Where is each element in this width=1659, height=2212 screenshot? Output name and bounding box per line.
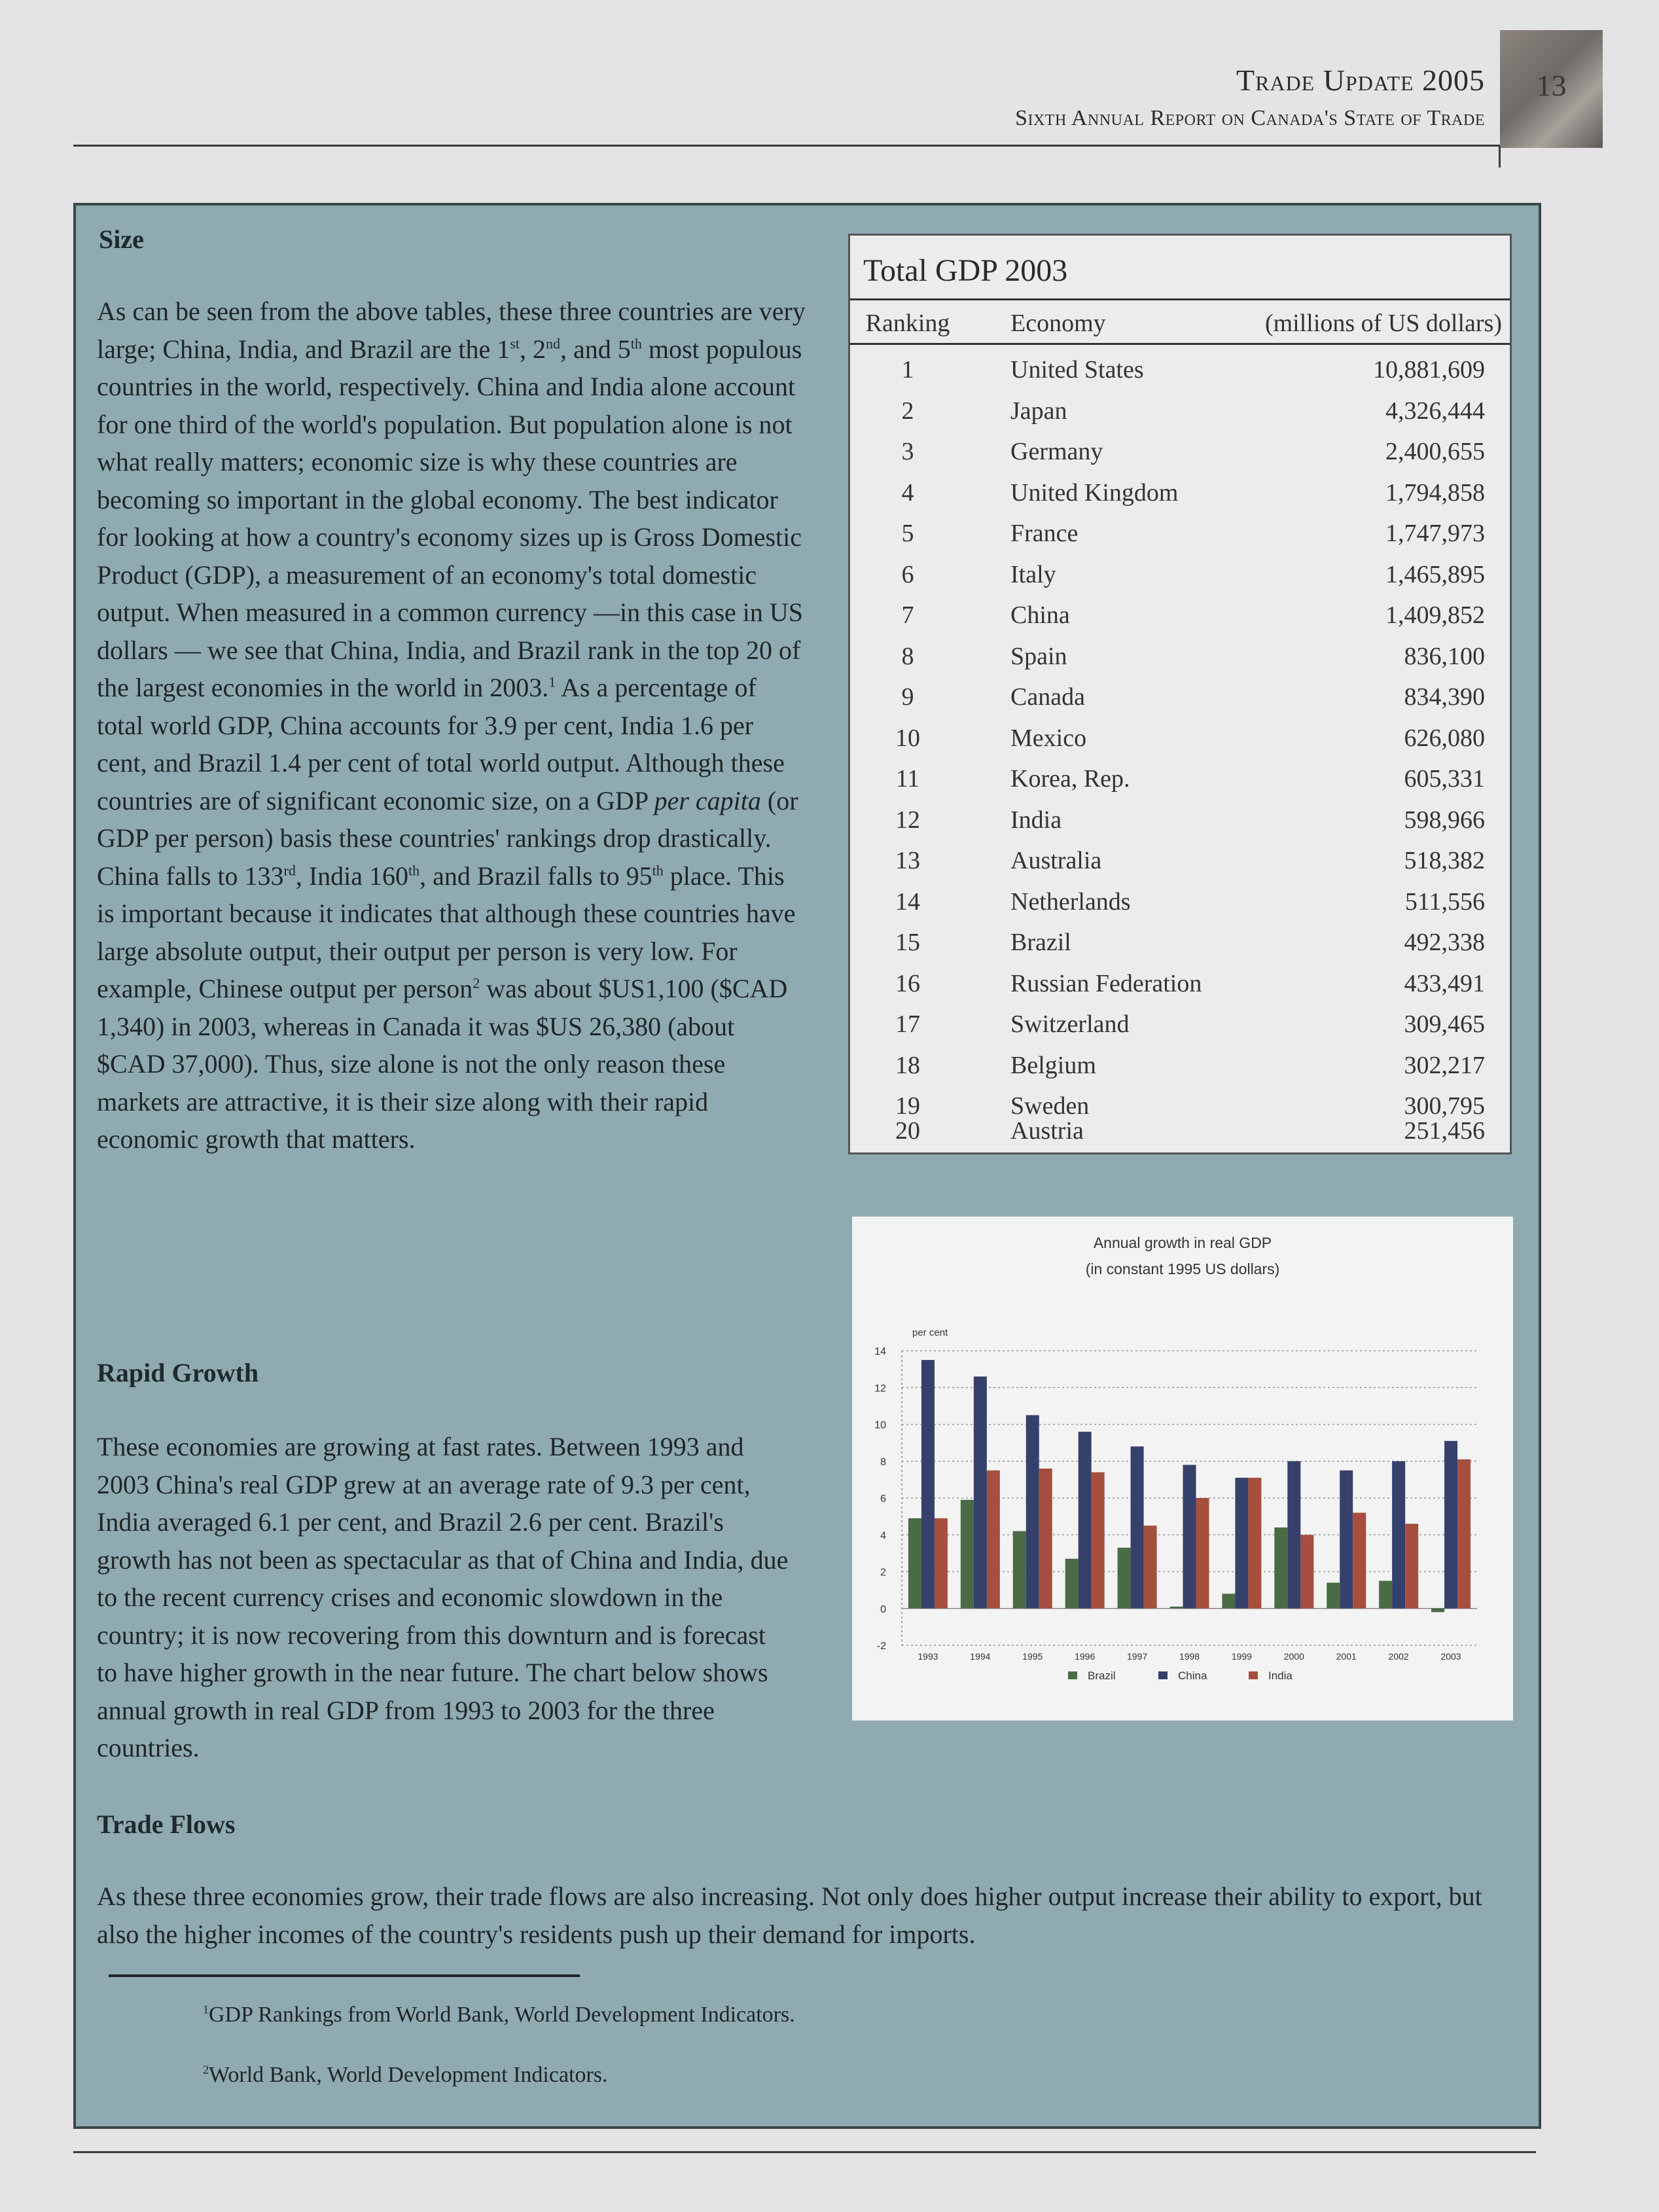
- size-text-3: , and 5: [560, 334, 631, 364]
- size-sup-7: th: [652, 862, 664, 879]
- bar-brazil-2003: [1431, 1609, 1444, 1613]
- header-subtitle: Sixth Annual Report on Canada's State of Trade: [1015, 106, 1485, 130]
- economy-cell: Japan: [1010, 397, 1067, 425]
- rank-cell: 1: [901, 356, 914, 384]
- size-text-8: , and Brazil falls to 95: [419, 861, 652, 891]
- rank-cell: 20: [895, 1117, 920, 1145]
- size-text-4: most populous countries in the world, respectively. China and India alone account for one third of the world's population. But population alone is not what really matters; economic size is why these countries are becoming so important in the global economy. The best indicator for looking at how a country's economy sizes up is Gross Domestic Product (GDP), a measurement of an economy's total domestic output. When measured in a common currency —in this case in US dollars — we see that China, India, and Brazil rank in the top 20 of the largest economies in the world in 2003.: [97, 334, 804, 702]
- growth-heading: Rapid Growth: [97, 1358, 259, 1387]
- value-cell: 2,400,655: [1385, 438, 1485, 465]
- table-row: [850, 923, 1510, 964]
- footnote-1-marker: 1: [203, 2003, 209, 2016]
- trade-heading: Trade Flows: [97, 1810, 236, 1839]
- size-text-6: (or GDP per person) basis these countries' rankings drop drastically. China falls to 133: [97, 785, 798, 891]
- table-row: [850, 514, 1510, 555]
- economy-cell: Netherlands: [1010, 887, 1131, 916]
- bar-india-1996: [1092, 1472, 1105, 1609]
- chart-canvas: [852, 1217, 1513, 1721]
- size-text-1: As can be seen from the above tables, these three countries are very large; China, India, and Brazil are the 1: [97, 296, 806, 364]
- legend-swatch-brazil: [1068, 1671, 1077, 1679]
- bar-india-2001: [1353, 1513, 1366, 1609]
- value-cell: 598,966: [1404, 806, 1485, 834]
- table-row: [850, 391, 1510, 433]
- y-tick-label: 0: [880, 1603, 886, 1615]
- x-tick-label: 2002: [1388, 1651, 1409, 1662]
- size-heading: Size: [99, 224, 144, 254]
- table-row: [850, 759, 1510, 800]
- y-tick-label: 8: [880, 1456, 886, 1468]
- economy-cell: Brazil: [1010, 929, 1071, 956]
- rank-cell: 8: [901, 642, 914, 670]
- x-tick-label: 1997: [1127, 1651, 1148, 1662]
- legend-label-brazil: Brazil: [1088, 1669, 1116, 1682]
- header-rule: [73, 145, 1500, 147]
- bar-brazil-1993: [908, 1518, 921, 1609]
- legend-swatch-india: [1249, 1671, 1258, 1679]
- footnote-ref-2: 2: [473, 974, 480, 991]
- bar-india-2002: [1405, 1524, 1418, 1608]
- bar-india-2000: [1300, 1535, 1313, 1609]
- economy-cell: Mexico: [1010, 724, 1087, 752]
- rank-cell: 7: [901, 601, 914, 629]
- value-cell: 836,100: [1404, 642, 1485, 670]
- trade-paragraph: As these three economies grow, their trade flows are also increasing. Not only does higher output increase their ability to export, but also the higher incomes of the country's residents push up their demand for imports.: [97, 1882, 1482, 1949]
- bar-china-2001: [1340, 1471, 1353, 1609]
- x-tick-label: 2001: [1336, 1651, 1357, 1662]
- rank-cell: 13: [895, 847, 920, 874]
- value-cell: 302,217: [1404, 1051, 1485, 1079]
- page-number-tab: [1500, 30, 1603, 148]
- bar-india-1994: [987, 1471, 1000, 1609]
- rank-cell: 12: [895, 806, 920, 834]
- y-axis-ticks: [874, 1346, 886, 1652]
- tab-stem-rule: [1499, 147, 1501, 168]
- bar-brazil-2000: [1274, 1527, 1287, 1609]
- size-text-5: As a percentage of total world GDP, China accounts for 3.9 per cent, India 1.6 per cent, and Brazil 1.4 per cent of total world output. Although these countries are of significant economic size, on a GDP: [97, 673, 785, 815]
- bar-china-1999: [1235, 1478, 1248, 1609]
- rank-cell: 14: [895, 887, 920, 916]
- table-rule-header: [850, 343, 1510, 345]
- y-tick-label: 12: [874, 1383, 886, 1395]
- content-panel: [73, 203, 1541, 2129]
- bar-brazil-2002: [1379, 1581, 1392, 1609]
- rank-cell: 15: [895, 929, 920, 956]
- x-tick-label: 1995: [1022, 1651, 1043, 1662]
- x-tick-label: 1993: [918, 1651, 938, 1662]
- economy-cell: Canada: [1010, 683, 1085, 711]
- page-number: 13: [1536, 69, 1567, 102]
- bar-china-1993: [921, 1360, 935, 1609]
- bar-brazil-1999: [1222, 1594, 1235, 1609]
- table-row: [850, 432, 1510, 473]
- size-paragraph: [97, 293, 807, 1158]
- size-sup-2: nd: [545, 335, 560, 352]
- x-tick-label: 1994: [970, 1651, 991, 1662]
- rank-cell: 17: [895, 1010, 920, 1038]
- rank-cell: 3: [901, 438, 914, 465]
- growth-paragraph: These economies are growing at fast rates. Between 1993 and 2003 China's real GDP grew at an average rate of 9.3 per cent, India averaged 6.1 per cent, and Brazil 2.6 per cent. Brazil's growth has not been as spectacular as that of China and India, due to the recent currency crises and economic slowdown in the country; it is now recovering from this downturn and is forecast to have higher growth in the near future. The chart below shows annual growth in real GDP from 1993 to 2003 for the three countries.: [97, 1432, 789, 1762]
- rank-cell: 9: [901, 683, 914, 711]
- bars: [908, 1360, 1471, 1612]
- gdp-table-title: Total GDP 2003: [863, 253, 1068, 288]
- x-tick-label: 1999: [1231, 1651, 1252, 1662]
- rank-cell: 6: [901, 560, 914, 588]
- chart-subtitle: (in constant 1995 US dollars): [1085, 1260, 1280, 1277]
- bar-brazil-1994: [961, 1500, 974, 1609]
- legend-label-china: China: [1178, 1669, 1207, 1682]
- economy-cell: Austria: [1010, 1117, 1084, 1145]
- bar-india-1997: [1144, 1525, 1157, 1609]
- rank-cell: 10: [895, 724, 920, 752]
- rank-cell: 19: [895, 1092, 920, 1120]
- rank-cell: 5: [901, 520, 914, 547]
- bar-china-1995: [1026, 1415, 1039, 1608]
- bar-china-1996: [1079, 1432, 1092, 1609]
- value-cell: 300,795: [1404, 1092, 1485, 1120]
- x-tick-label: 1996: [1075, 1651, 1096, 1662]
- x-tick-label: 1998: [1179, 1651, 1200, 1662]
- chart-legend: [1068, 1669, 1293, 1682]
- economy-cell: Korea, Rep.: [1010, 765, 1130, 793]
- value-cell: 1,465,895: [1385, 560, 1485, 588]
- value-cell: 518,382: [1404, 847, 1485, 874]
- bar-brazil-1996: [1065, 1559, 1079, 1609]
- y-axis-label: per cent: [912, 1327, 948, 1338]
- rank-cell: 4: [901, 478, 914, 507]
- y-tick-label: -2: [876, 1641, 886, 1652]
- size-sup-3: th: [630, 335, 642, 352]
- value-cell: 4,326,444: [1385, 397, 1485, 425]
- size-sup-5: rd: [283, 862, 296, 879]
- header-value: (millions of US dollars): [1264, 310, 1502, 337]
- value-cell: 10,881,609: [1373, 356, 1485, 384]
- x-tick-label: 2000: [1283, 1651, 1304, 1662]
- value-cell: 626,080: [1404, 724, 1485, 752]
- footnote-2-marker: 2: [203, 2063, 209, 2077]
- economy-cell: Italy: [1010, 560, 1056, 588]
- economy-cell: Russian Federation: [1010, 969, 1202, 997]
- table-row: [850, 1005, 1510, 1046]
- value-cell: 251,456: [1404, 1117, 1485, 1145]
- value-cell: 309,465: [1404, 1010, 1485, 1038]
- value-cell: 492,338: [1404, 929, 1485, 956]
- gdp-table: [848, 234, 1512, 1154]
- bar-brazil-1998: [1170, 1607, 1183, 1609]
- legend-label-india: India: [1268, 1669, 1293, 1682]
- table-row: [850, 841, 1510, 882]
- size-emphasis: per capita: [654, 785, 761, 815]
- footnote-1: [203, 2003, 795, 2027]
- value-cell: 605,331: [1404, 765, 1485, 793]
- bar-india-1995: [1039, 1469, 1052, 1609]
- bottom-rule: [73, 2151, 1536, 2153]
- bar-brazil-1995: [1013, 1531, 1026, 1609]
- y-tick-label: 14: [874, 1346, 886, 1357]
- table-row: [850, 1111, 1510, 1152]
- table-row: [850, 800, 1510, 842]
- bar-china-1997: [1131, 1446, 1144, 1609]
- size-sup-1: st: [510, 335, 520, 352]
- table-row: [850, 1046, 1510, 1087]
- bar-india-2003: [1457, 1459, 1471, 1609]
- table-row: [850, 473, 1510, 514]
- bar-china-1998: [1183, 1465, 1196, 1608]
- value-cell: 511,556: [1404, 887, 1485, 916]
- y-tick-label: 2: [880, 1567, 886, 1579]
- chart-title: Annual growth in real GDP: [1093, 1234, 1272, 1251]
- bar-brazil-1997: [1118, 1548, 1131, 1609]
- bar-brazil-2001: [1327, 1582, 1340, 1608]
- footnote-2-text: World Bank, World Development Indicators.: [209, 2063, 608, 2087]
- economy-cell: Belgium: [1010, 1051, 1096, 1079]
- economy-cell: France: [1010, 520, 1079, 547]
- value-cell: 433,491: [1404, 969, 1485, 997]
- size-text-7: , India 160: [295, 861, 409, 891]
- header-title: Trade Update 2005: [1236, 63, 1485, 97]
- footnote-2: [203, 2063, 608, 2088]
- economy-cell: Sweden: [1010, 1092, 1090, 1120]
- header-ranking: Ranking: [865, 310, 950, 337]
- bar-china-2003: [1444, 1441, 1457, 1609]
- economy-cell: Australia: [1010, 847, 1102, 874]
- value-cell: 834,390: [1404, 683, 1485, 711]
- value-cell: 1,794,858: [1385, 478, 1485, 507]
- economy-cell: India: [1010, 806, 1062, 834]
- bar-china-2002: [1392, 1461, 1405, 1609]
- legend-swatch-china: [1158, 1671, 1168, 1679]
- table-row: [850, 964, 1510, 1005]
- gdp-growth-chart: [852, 1217, 1513, 1721]
- rank-cell: 11: [895, 765, 920, 793]
- footnote-1-text: GDP Rankings from World Bank, World Development Indicators.: [209, 2003, 795, 2027]
- bar-india-1993: [935, 1518, 948, 1609]
- size-text-2: , 2: [519, 334, 546, 364]
- value-cell: 1,409,852: [1385, 601, 1485, 629]
- table-row: [850, 719, 1510, 760]
- table-row: [850, 677, 1510, 719]
- rank-cell: 2: [901, 397, 914, 425]
- footnote-rule: [109, 1974, 580, 1977]
- economy-cell: United Kingdom: [1010, 478, 1179, 507]
- size-text-10: was about $US1,100 ($CAD 1,340) in 2003, whereas in Canada it was $US 26,380 (about $CAD 37,000). Thus, size alone is not the only reason these markets are attractive, it is their size along with their rapid economic growth that matters.: [97, 974, 788, 1154]
- rank-cell: 18: [895, 1051, 920, 1079]
- size-sup-6: th: [408, 862, 420, 879]
- economy-cell: Spain: [1010, 642, 1067, 670]
- bar-china-2000: [1287, 1461, 1300, 1609]
- table-row: [850, 555, 1510, 596]
- y-tick-label: 6: [880, 1493, 886, 1505]
- bar-india-1998: [1196, 1498, 1209, 1609]
- bar-india-1999: [1248, 1478, 1261, 1609]
- economy-cell: Germany: [1010, 438, 1103, 465]
- table-row: [850, 637, 1510, 678]
- rank-cell: 16: [895, 969, 920, 997]
- economy-cell: United States: [1010, 356, 1144, 384]
- table-row: [850, 596, 1510, 637]
- table-row: [850, 882, 1510, 923]
- footnote-ref-1: 1: [548, 673, 556, 690]
- x-tick-label: 2003: [1440, 1651, 1461, 1662]
- x-axis-ticks: [918, 1651, 1461, 1662]
- value-cell: 1,747,973: [1385, 520, 1485, 547]
- table-row: [850, 350, 1510, 391]
- y-tick-label: 4: [880, 1530, 886, 1542]
- y-tick-label: 10: [874, 1419, 886, 1431]
- economy-cell: China: [1010, 601, 1070, 629]
- table-rule-top: [850, 298, 1510, 300]
- economy-cell: Switzerland: [1010, 1010, 1130, 1038]
- bar-china-1994: [974, 1376, 987, 1608]
- header-economy: Economy: [1010, 310, 1106, 337]
- size-text-9: place. This is important because it indicates that although these countries have large absolute output, their output per person is very low. For example, Chinese output per person: [97, 861, 796, 1003]
